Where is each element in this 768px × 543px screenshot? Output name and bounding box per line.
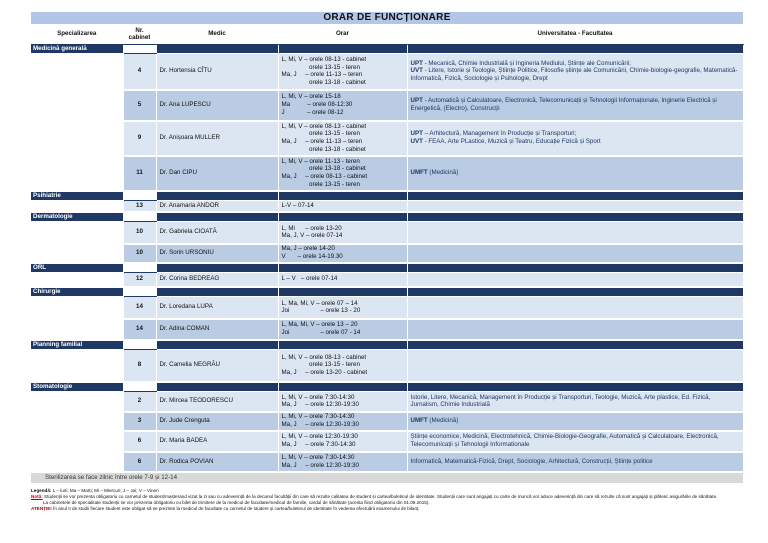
section-spacer (407, 382, 743, 392)
section-spacer (123, 287, 156, 297)
empty-cell (31, 412, 123, 431)
section-spacer (156, 287, 278, 297)
schedule-line: L, Ma, Mi, V – orele 07 – 14 (281, 299, 358, 307)
empty-cell (31, 349, 123, 382)
doctor-name: Dr. Camelia NEGRĂU (156, 349, 278, 382)
empty-cell (31, 272, 123, 287)
schedule-cell (278, 156, 407, 191)
university-cell (407, 222, 743, 244)
section-spacer (156, 212, 278, 222)
university-cell (407, 412, 743, 431)
legend-block (31, 488, 743, 513)
cabinet-number: 10 (123, 244, 156, 263)
doctor-name: Dr. Rodica POVIAN (156, 452, 278, 472)
faculty-list: - Mecanică, Chimie Industrială și Ingineria Mediului, Științe ale Comunicării; (422, 59, 631, 67)
university-abbr: UVT (410, 138, 423, 145)
schedule-line: Ma, J – orele 7:30-14:30 (281, 441, 356, 448)
university-cell (407, 90, 743, 121)
schedule-line: orele 13-15 - teren (281, 180, 360, 188)
university-line (411, 458, 740, 466)
header-specialization: Specializarea (31, 24, 123, 45)
table-row (31, 452, 743, 472)
section-name: Planning familial (31, 340, 123, 350)
schedule-line: orele 13-15 - teren (281, 130, 360, 138)
university-line (411, 417, 740, 425)
schedule-line: L-V – 07-14 (281, 201, 314, 209)
schedule-line: Ma, J – orele 14-20 (281, 245, 335, 253)
table-body (31, 45, 743, 472)
schedule-cell (278, 412, 407, 431)
university-abbr: UVT (410, 67, 423, 75)
section-spacer (278, 191, 407, 201)
section-spacer (278, 263, 407, 273)
schedule-line: L – V – orele 07-14 (281, 275, 338, 283)
table-row (31, 200, 743, 212)
cabinet-number: 3 (123, 412, 156, 431)
cabinet-number: 8 (123, 349, 156, 382)
university-cell (407, 156, 743, 191)
doctor-name: Dr. Anișoara MULLER (156, 121, 278, 156)
university-line (411, 138, 740, 146)
schedule-line: Ma, J – orele 08-13 - cabinet (281, 173, 368, 180)
section-name: Dermatologie (31, 212, 123, 222)
empty-cell (31, 431, 123, 452)
schedule-cell (278, 392, 407, 412)
table-row (31, 156, 743, 191)
empty-cell (31, 297, 123, 319)
section-header-row (31, 45, 743, 54)
section-header-row (31, 382, 743, 392)
schedule-line: L, Mi, V – orele 08-13 - cabinet (281, 353, 367, 361)
faculty-list: - FEAA, Arte PLastice, Muzică și Teatru, Educație Fizică și Sport (422, 138, 601, 145)
university-cell (407, 244, 743, 263)
schedule-line: L, Ma, Mi, V – orele 13 – 20 (281, 321, 358, 329)
doctor-name: Dr. Anamaria ANDOR (156, 200, 278, 212)
cabinet-number: 14 (123, 297, 156, 319)
section-spacer (123, 382, 156, 392)
section-name: Psihiatrie (31, 191, 123, 201)
schedule-cell (278, 54, 407, 90)
empty-cell (31, 54, 123, 90)
faculty-list: – Arhitectură, Management în Producție și Transporturi; (422, 130, 577, 138)
schedule-line: orele 13-15 - teren (281, 63, 360, 71)
doctor-name: Dr. Corina BEDREAG (156, 272, 278, 287)
cabinet-number: 2 (123, 392, 156, 412)
section-spacer (407, 45, 743, 54)
cabinet-number: 11 (123, 156, 156, 191)
schedule-cell (278, 244, 407, 263)
schedule-line: Ma, J – orele 12:30-19:30 (281, 401, 359, 409)
schedule-cell (278, 431, 407, 452)
table-row (31, 431, 743, 452)
schedule-line: Joi – orele 13 - 20 (281, 307, 361, 315)
section-spacer (407, 340, 743, 350)
section-spacer (407, 212, 743, 222)
doctor-name: Dr. Loredana LUPA (156, 297, 278, 319)
doctor-name: Dr. Sorin URSONIU (156, 244, 278, 263)
schedule-line: L, Mi – orele 13-20 (281, 224, 342, 232)
schedule-table (31, 24, 744, 473)
schedule-cell (278, 319, 407, 340)
schedule-line: Ma, J – orele 11-13 – teren (281, 71, 363, 79)
section-spacer (156, 340, 278, 350)
attention-line (31, 506, 743, 512)
table-row (31, 272, 743, 287)
empty-cell (31, 244, 123, 263)
university-cell (407, 121, 743, 156)
schedule-line: Ma, J – orele 13-20 - cabinet (281, 369, 368, 377)
schedule-document (31, 12, 743, 512)
university-cell (407, 272, 743, 287)
section-header-row (31, 340, 743, 350)
university-abbr: UPT (410, 97, 423, 105)
section-name: Chirurgie (31, 287, 123, 297)
attention-label: ATENȚIE! (31, 506, 52, 512)
table-row (31, 412, 743, 431)
cabinet-number: 6 (123, 452, 156, 472)
university-abbr: UMFT (410, 417, 428, 425)
table-row (31, 319, 743, 340)
schedule-line: L, Mi, V – orele 15-18 (281, 93, 341, 101)
section-spacer (278, 212, 407, 222)
empty-cell (31, 222, 123, 244)
cabinet-number: 9 (123, 121, 156, 156)
doctor-name: Dr. Ana LUPESCU (156, 90, 278, 121)
section-spacer (278, 382, 407, 392)
schedule-line: J – orele 08-12 (281, 108, 344, 116)
section-name: Medicină generală (31, 45, 123, 54)
section-spacer (156, 45, 278, 54)
table-row (31, 297, 743, 319)
schedule-line: orele 13-15 - teren (281, 361, 360, 369)
schedule-line: orele 13-18 - cabinet (281, 165, 366, 173)
schedule-cell (278, 272, 407, 287)
legend-label: Legendă: (31, 487, 52, 493)
header-cabinet-number: Nr. cabinet (123, 24, 156, 45)
schedule-cell (278, 452, 407, 472)
table-row (31, 349, 743, 382)
doctor-name: Dr. Maria BADEA (156, 431, 278, 452)
section-spacer (407, 263, 743, 273)
schedule-line: Ma, J – orele 11-13 – teren (281, 138, 363, 145)
empty-cell (31, 319, 123, 340)
section-header-row (31, 212, 743, 222)
schedule-cell (278, 200, 407, 212)
university-line (411, 394, 740, 409)
section-spacer (278, 287, 407, 297)
section-name: ORL (31, 263, 123, 273)
cabinet-number: 5 (123, 90, 156, 121)
header-doctor: Medic (156, 24, 278, 45)
faculty-list: (Medicină) (427, 417, 459, 425)
schedule-line: Ma, J – orele 12:30-19:30 (281, 421, 359, 428)
university-line (411, 60, 740, 68)
schedule-line: L, Mi, V – orele 08-13 - cabinet (281, 55, 367, 63)
section-spacer (123, 45, 156, 54)
table-row (31, 392, 743, 412)
schedule-line: L, Mi, V – orele 7:30-14:30 (281, 453, 355, 461)
sterilization-note: Sterilizarea se face zilnic între orele 7-9 și 12-14 (31, 473, 743, 483)
section-spacer (123, 263, 156, 273)
table-header-row (31, 24, 743, 45)
empty-cell (31, 90, 123, 121)
schedule-line: Ma, J, V – orele 07-14 (281, 232, 343, 240)
schedule-cell (278, 297, 407, 319)
note-text-2: La cabinetele de specialitate studenții se vor prezenta obligatoriu cu bilet de trimitere de la medicul de facultate/medicul de familie, cardul de sănătate (acesta fiind obligatoriu din 01.09.2015). (43, 499, 430, 505)
university-abbr: UMFT (410, 169, 428, 177)
schedule-line: Ma – orele 08-12:30 (281, 101, 353, 109)
table-row (31, 222, 743, 244)
university-abbr: UPT (410, 59, 423, 67)
schedule-cell (278, 349, 407, 382)
attention-text: În anul II de studii fiecare student este obligat să se prezinte la medicul de facultate cu carnetul de student și cartea/buletinul de identitate în vederea efectuării examenului de bilanț. (51, 506, 420, 512)
cabinet-number: 6 (123, 431, 156, 452)
university-line (411, 130, 740, 138)
section-spacer (123, 191, 156, 201)
schedule-cell (278, 90, 407, 121)
schedule-line: orele 13-18 - cabinet (281, 78, 366, 86)
university-cell (407, 452, 743, 472)
university-cell (407, 319, 743, 340)
university-line (411, 67, 740, 82)
schedule-line: L, Mi, V – orele 7:30-14:30 (281, 413, 355, 421)
cabinet-number: 14 (123, 319, 156, 340)
section-spacer (278, 340, 407, 350)
schedule-line: L, Mi, V – orele 11-13 - teren (281, 157, 360, 165)
table-row (31, 54, 743, 90)
university-line (411, 97, 740, 112)
empty-cell (31, 452, 123, 472)
section-header-row (31, 263, 743, 273)
schedule-line: L, Mi, V – orele 08-13 - cabinet (281, 122, 367, 130)
schedule-cell (278, 222, 407, 244)
doctor-name: Dr. Hortensia CÎTU (156, 54, 278, 90)
university-cell (407, 54, 743, 90)
doctor-name: Dr. Mircea TEODORESCU (156, 392, 278, 412)
cabinet-number: 10 (123, 222, 156, 244)
schedule-line: L, Mi, V – orele 12:30-19:30 (281, 433, 358, 441)
doctor-name: Dr. Gabriela CIOATĂ (156, 222, 278, 244)
cabinet-number: 13 (123, 200, 156, 212)
section-name: Stomatologie (31, 382, 123, 392)
empty-cell (31, 200, 123, 212)
faculty-list: (Medicină) (427, 169, 459, 177)
table-row (31, 244, 743, 263)
empty-cell (31, 156, 123, 191)
university-line (411, 169, 740, 177)
empty-cell (31, 121, 123, 156)
university-line (411, 433, 740, 448)
faculty-list: Istorie, Litere, Mecanică, Management în Producție și Transporturi, Teologie, Muzică, Arte plastice, Ed. Fizică, Jurnalism, Chimie Industrială (410, 393, 711, 409)
university-cell (407, 431, 743, 452)
legend-text: L – luni; Ma – Marți; Mi – Miercuri; J – Joi; V – Vineri (51, 487, 159, 493)
schedule-line: Ma, J – orele 12:30-19:30 (281, 461, 359, 469)
schedule-line: Joi – orele 07 - 14 (281, 329, 361, 336)
note-text: Studenții se vor prezenta obligatoriu cu carnetul de student/masterand vizat la zi sau cu adeverință de la decanul facultății din care să rezulte calitatea de student și cartea/buletinul de identitate. Studenții care sunt angajați cu carte de muncă vor aduce adeverință din care să rezulte că sunt angajați și plătesc asigurările de sănătate. (42, 493, 718, 499)
doctor-name: Dr. Dan CIPU (156, 156, 278, 191)
section-spacer (123, 340, 156, 350)
cabinet-number: 4 (123, 54, 156, 90)
empty-cell (31, 392, 123, 412)
schedule-cell (278, 121, 407, 156)
section-spacer (278, 45, 407, 54)
section-header-row (31, 191, 743, 201)
section-spacer (123, 212, 156, 222)
section-spacer (407, 191, 743, 201)
schedule-line: V – orele 14-19.30 (281, 253, 343, 260)
section-spacer (156, 382, 278, 392)
document-title: ORAR DE FUNCȚIONARE (31, 12, 743, 24)
university-cell (407, 200, 743, 212)
university-cell (407, 349, 743, 382)
section-spacer (156, 263, 278, 273)
university-abbr: UPT (410, 130, 423, 138)
cabinet-number: 12 (123, 272, 156, 287)
section-header-row (31, 287, 743, 297)
schedule-line: L, Mi, V – orele 7:30-14:30 (281, 393, 355, 401)
faculty-list: - Automatică și Calculatoare, Electronică, Telecomunicații și Tehnologii Informaționale, Inginerie Electrică și Energetică, (Electro), Construcții (410, 97, 717, 112)
university-cell (407, 392, 743, 412)
schedule-line: orele 13-18 - cabinet (281, 145, 366, 153)
note-label: Notă: (31, 493, 43, 499)
faculty-list: Științe economice, Medicină, Electrotehnică, Chimie-Biologie-Geografie, Automatică și Calculatoare, Electronică, Telecomunicații și Tehnologii Informationale (410, 433, 719, 448)
header-schedule: Orar (278, 24, 407, 45)
doctor-name: Dr. Jude Crenguta (156, 412, 278, 431)
section-spacer (156, 191, 278, 201)
faculty-list: Informatică, Matematică-Fizică, Drept, Sociologie, Arhitectură, Construcții, Științe politice (410, 457, 653, 465)
header-university-faculty: Universitatea - Facultatea (407, 24, 743, 45)
table-row (31, 121, 743, 156)
doctor-name: Dr. Adina COMAN (156, 319, 278, 340)
faculty-list: - Litere, Istorie și Teologie, Științe Politice, Filosofie științe ale Comunicării, Chimie-biologie-geografie, Matematică-Informatică, Fizică, Sociologie și Psihologie, Drept (410, 67, 738, 83)
section-spacer (407, 287, 743, 297)
university-cell (407, 297, 743, 319)
table-row (31, 90, 743, 121)
